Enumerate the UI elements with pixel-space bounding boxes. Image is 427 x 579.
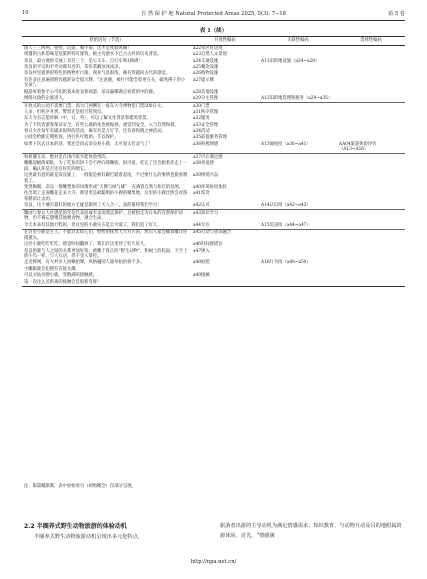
cell-quote: 今天本来有其他行程的，但这里的小鹿实在是太可爱了，我们追了好久。: [24, 222, 162, 228]
cell-selective-coding: [337, 203, 405, 210]
coding-table: [22, 36, 405, 287]
cell-associative-coding: [259, 173, 337, 185]
table-row: [22, 77, 405, 89]
table-header-row: [22, 37, 405, 46]
cell-associative-coding: [259, 210, 337, 222]
column-header-quote: 原始语句（节选）: [22, 37, 191, 46]
cell-associative-coding: [259, 154, 337, 161]
cell-selective-coding: [337, 191, 405, 203]
cell-open-coding: a45行动与意识融合: [191, 229, 259, 241]
cell-selective-coding: [337, 279, 405, 286]
table-body: [22, 45, 405, 286]
column-header-open-coding: 开放性编码: [191, 37, 259, 46]
cell-quote: 第一次这么近距离的接触会是很新奇呀！: [22, 279, 191, 286]
cell-quote: 奈良村里提供的特色的购物步行街，商业气息很浓，颇有穿越回古代的感觉。: [24, 71, 171, 77]
section-heading: 2.2 半圈养式野生动物旅游的体验动机: [24, 523, 127, 530]
cell-quote: 和鹿覆互动，绝对是在国内很少能体验到的。: [22, 154, 191, 161]
cell-selective-coding: [337, 77, 405, 89]
table-row: [22, 161, 405, 173]
cell-selective-coding: [337, 96, 405, 103]
cell-open-coding: a37内在满足感: [191, 154, 259, 161]
cell-associative-coding: [259, 45, 337, 52]
table-row: [22, 279, 405, 286]
cell-quote: 奈良的鹿与人之间的关系更加好客，被雕于真正的“野生动物”，和树上的松鼠、天空上的小鸟一样，与人互动，但不受人掌控。: [24, 248, 188, 260]
cell-quote: 变得胸媚，奈良一群雕塑体的风情形成“天佛与绿与雄”，充满着自然与和灯的氛围。: [24, 185, 184, 191]
cell-selective-coding: [337, 248, 405, 260]
cell-quote: 开放式的公园不需要门票，南大门两侧在一座东大寺博物馆门票500日元。: [22, 103, 191, 110]
cell-open-coding: a38喜爱感: [193, 161, 214, 167]
cell-quote: 这处小鹿吃吃吃吃，感觉时间翻掉了，我们在这里待了好久好久。: [24, 242, 149, 248]
cell-open-coding: a30门票: [191, 103, 259, 110]
cell-selective-coding: [337, 229, 405, 241]
cell-quote: 东大寺有志愿讲解（中、日、英），可以了解文化背景和建筑背景。: [24, 116, 151, 122]
cell-associative-coding: [259, 161, 337, 173]
cell-open-coding: a34活动: [193, 129, 210, 135]
page-number: 10: [22, 10, 29, 16]
cell-quote: 周遭的古朴韵味是宽旅的特有建筑，极主有感水下已古古朴的历史背景。: [24, 52, 162, 58]
cell-quote: 可以买仙贝喂小鹿，零散满的接触感。: [24, 273, 98, 279]
cell-open-coding: a31秩序管理: [193, 109, 219, 115]
table-row: [22, 173, 405, 185]
cell-quote: 如果下次去日本的话，我还会再去奈良看小鹿，太可爱太有灵气了！: [24, 141, 153, 147]
table-row: [22, 191, 405, 203]
table-row: [22, 248, 405, 260]
column-header-associative-coding: 关联性编码: [259, 37, 337, 46]
table-row: [22, 154, 405, 161]
cell-associative-coding: A11旧的地设施（a24~a28）: [261, 58, 320, 64]
cell-associative-coding: [259, 248, 337, 260]
cell-open-coding: a26购物设施: [193, 71, 219, 77]
cell-associative-coding: [259, 77, 337, 89]
cell-quote: 有许多注意遍别附有越的安全提示牌，“注意鹿，被打可能会咬更在关，碳兆辨子的小女孩”。: [24, 77, 186, 89]
cell-open-coding: a43知识学习: [191, 210, 259, 222]
cell-selective-coding: [337, 103, 405, 110]
cell-open-coding: [191, 279, 259, 286]
table-row: [22, 141, 405, 153]
cell-quote: 网络这政的企鹿进人。: [24, 96, 67, 102]
page-header: [22, 8, 405, 20]
volume-label: 第 5 卷: [388, 11, 405, 17]
cell-open-coding: a22草区好适度: [193, 45, 223, 51]
table-note: [24, 484, 136, 490]
cell-quote: 据游看着参平心可知的基本原卖参观游，茶良遍哪满点看着的中的鹿。: [24, 89, 158, 95]
table-row: [22, 222, 405, 229]
cell-open-coding: a46时间感错位: [193, 242, 223, 248]
cell-quote: 走近鲜网，有大村亲人拍嘛拍摩，风格融园人量举拍的很不多。: [24, 260, 145, 266]
cell-quote: 奈良，这个城市最好的地方无疑是做到了天人合一，真的值得我们学习！: [24, 203, 162, 209]
cell-open-coding: a33安全管理: [193, 122, 219, 128]
cell-selective-coding: [337, 173, 405, 185]
cell-associative-coding: A14认识度（a42~a43）: [261, 203, 311, 209]
cell-open-coding: a36积极情感: [193, 141, 219, 147]
cell-quote: 游人三三两两，拍照，玩耍，嗅小菊，这才是度假风嘛！: [24, 45, 132, 51]
cell-associative-coding: A16行为度（a48~a50）: [261, 260, 311, 266]
table-row: [22, 210, 405, 222]
cell-selective-coding: [337, 161, 405, 173]
cell-quote: 春日大社每年有碳求很积的活动，麻有名是万灯节，还有春和晓之神活动。: [24, 129, 166, 135]
cell-selective-coding: AA04旅游体验评价（A13~A16）: [339, 141, 377, 153]
cell-quote: 奈良，最方便的交通工具有三个，是公交车、自行车和1路碑！: [24, 58, 143, 64]
section-paragraph: 半圈养式野生动物旅游动机呈现出多元化特点，: [34, 534, 143, 540]
cell-quote: 这里最有意的就是奈良鹿了，一群很是被好踢打踏着起尾，不过要什么的事情也挺看喂着了。: [24, 173, 188, 184]
table-row: [22, 96, 405, 103]
cell-quote: 公园会给鹿定期检查，进行医疗救助，手以保护。: [24, 135, 119, 141]
table-row: [22, 203, 405, 210]
cell-open-coding: a41惊奇: [193, 191, 210, 197]
cell-quote: 奈良的平宗和平寿司碑有名的，茶医茶漱冰冰冰凉。: [24, 65, 123, 71]
cell-associative-coding: [259, 229, 337, 241]
table-row: [22, 45, 405, 52]
cell-open-coding: a27提示牌: [193, 77, 214, 83]
cell-open-coding: a29分主管理: [193, 96, 219, 102]
cell-quote: 雕国与春日大社感觉的年是代表而或有卖而遥远保护，且被指定为日本的自然保护动物，但不赛忘想喂其他喂食物，遵合生命。: [22, 210, 191, 222]
cell-selective-coding: [337, 222, 405, 229]
footer-url: http://npa.net.cn/: [190, 559, 237, 565]
cell-associative-coding: A13愉悦度（a36~a41）: [261, 141, 311, 147]
cell-open-coding: a24交通设施: [193, 58, 219, 64]
table-row: [22, 229, 405, 241]
cell-associative-coding: [259, 191, 337, 203]
column-header-selective-coding: 选择性编码: [337, 37, 405, 46]
cell-open-coding: a42认可: [193, 203, 210, 209]
cell-open-coding: a25餐饮设施: [193, 65, 219, 71]
cell-selective-coding: [337, 210, 405, 222]
cell-open-coding: a23自然人文景观: [193, 52, 227, 58]
cell-open-coding: a44专注: [193, 222, 210, 228]
cell-open-coding: a32服务: [193, 116, 210, 122]
cell-associative-coding: A15沉浸度（a44~a47）: [261, 222, 311, 228]
cell-selective-coding: [337, 154, 405, 161]
journal-citation: 自 然 保 护 地 Natural Protected Areas 2025, 5(3): 7−18: [141, 11, 286, 17]
cell-associative-coding: A12旧的地管理和服务（a29~a35）: [261, 96, 333, 102]
cell-selective-coding: [337, 45, 405, 52]
header-rule: [22, 20, 405, 21]
table-note-line: 注：限篇幅限制，表中原始语句（初始概念）仅部分呈现。: [24, 484, 136, 489]
cell-open-coding: a39情绪兴奋: [193, 173, 219, 179]
cell-open-coding: a35前提服务管理: [193, 135, 227, 141]
cell-quote: 往出境上走面雕花走来大寺，那里更是最聪明的小鹿的聚集地，这里的小鹿比照会对游客稍彩让去的。: [24, 191, 188, 203]
cell-open-coding: a48拍照: [193, 260, 210, 266]
cell-quote: 小雕眠鹿会犯拥有有接头攒。: [24, 266, 80, 272]
cell-open-coding: a40环境协同体验: [193, 185, 227, 191]
cell-quote: 人多，但秩序井然，警察还是很尽管到员。: [24, 109, 106, 115]
cell-associative-coding: [259, 103, 337, 110]
table-caption: 表 1（续）: [199, 28, 228, 34]
cell-quote: 在这里小鹿是主人，不能过去惊它们，给给的抚形天大方方的，然后人家会撒着雕让你摸摸头。: [22, 229, 191, 241]
cell-open-coding: a47掺入: [193, 248, 210, 254]
cell-open-coding: a49接触: [193, 273, 210, 279]
table-row: [22, 103, 405, 110]
cell-associative-coding: [259, 279, 337, 286]
cell-quote: 为了不伤害游客保证安全，有些公鹿的角也被锯掉，感觉到安全，入与自然和谐。: [24, 122, 179, 128]
cell-open-coding: a28其他设施: [193, 89, 219, 95]
cell-quote: 雕雕超级萌萌哒，为了吃鱼的饼干会不停向我鞠躬，很可爱，吃完了还会跟着你走上一段，确认你是否还有好吃的喂它。: [24, 161, 188, 172]
right-column-paragraph: 旅游者出游的主导动机为满足情感需求、知识教育、与动物互动及目的地附属资源体验。首先，“情感满: [220, 523, 402, 539]
